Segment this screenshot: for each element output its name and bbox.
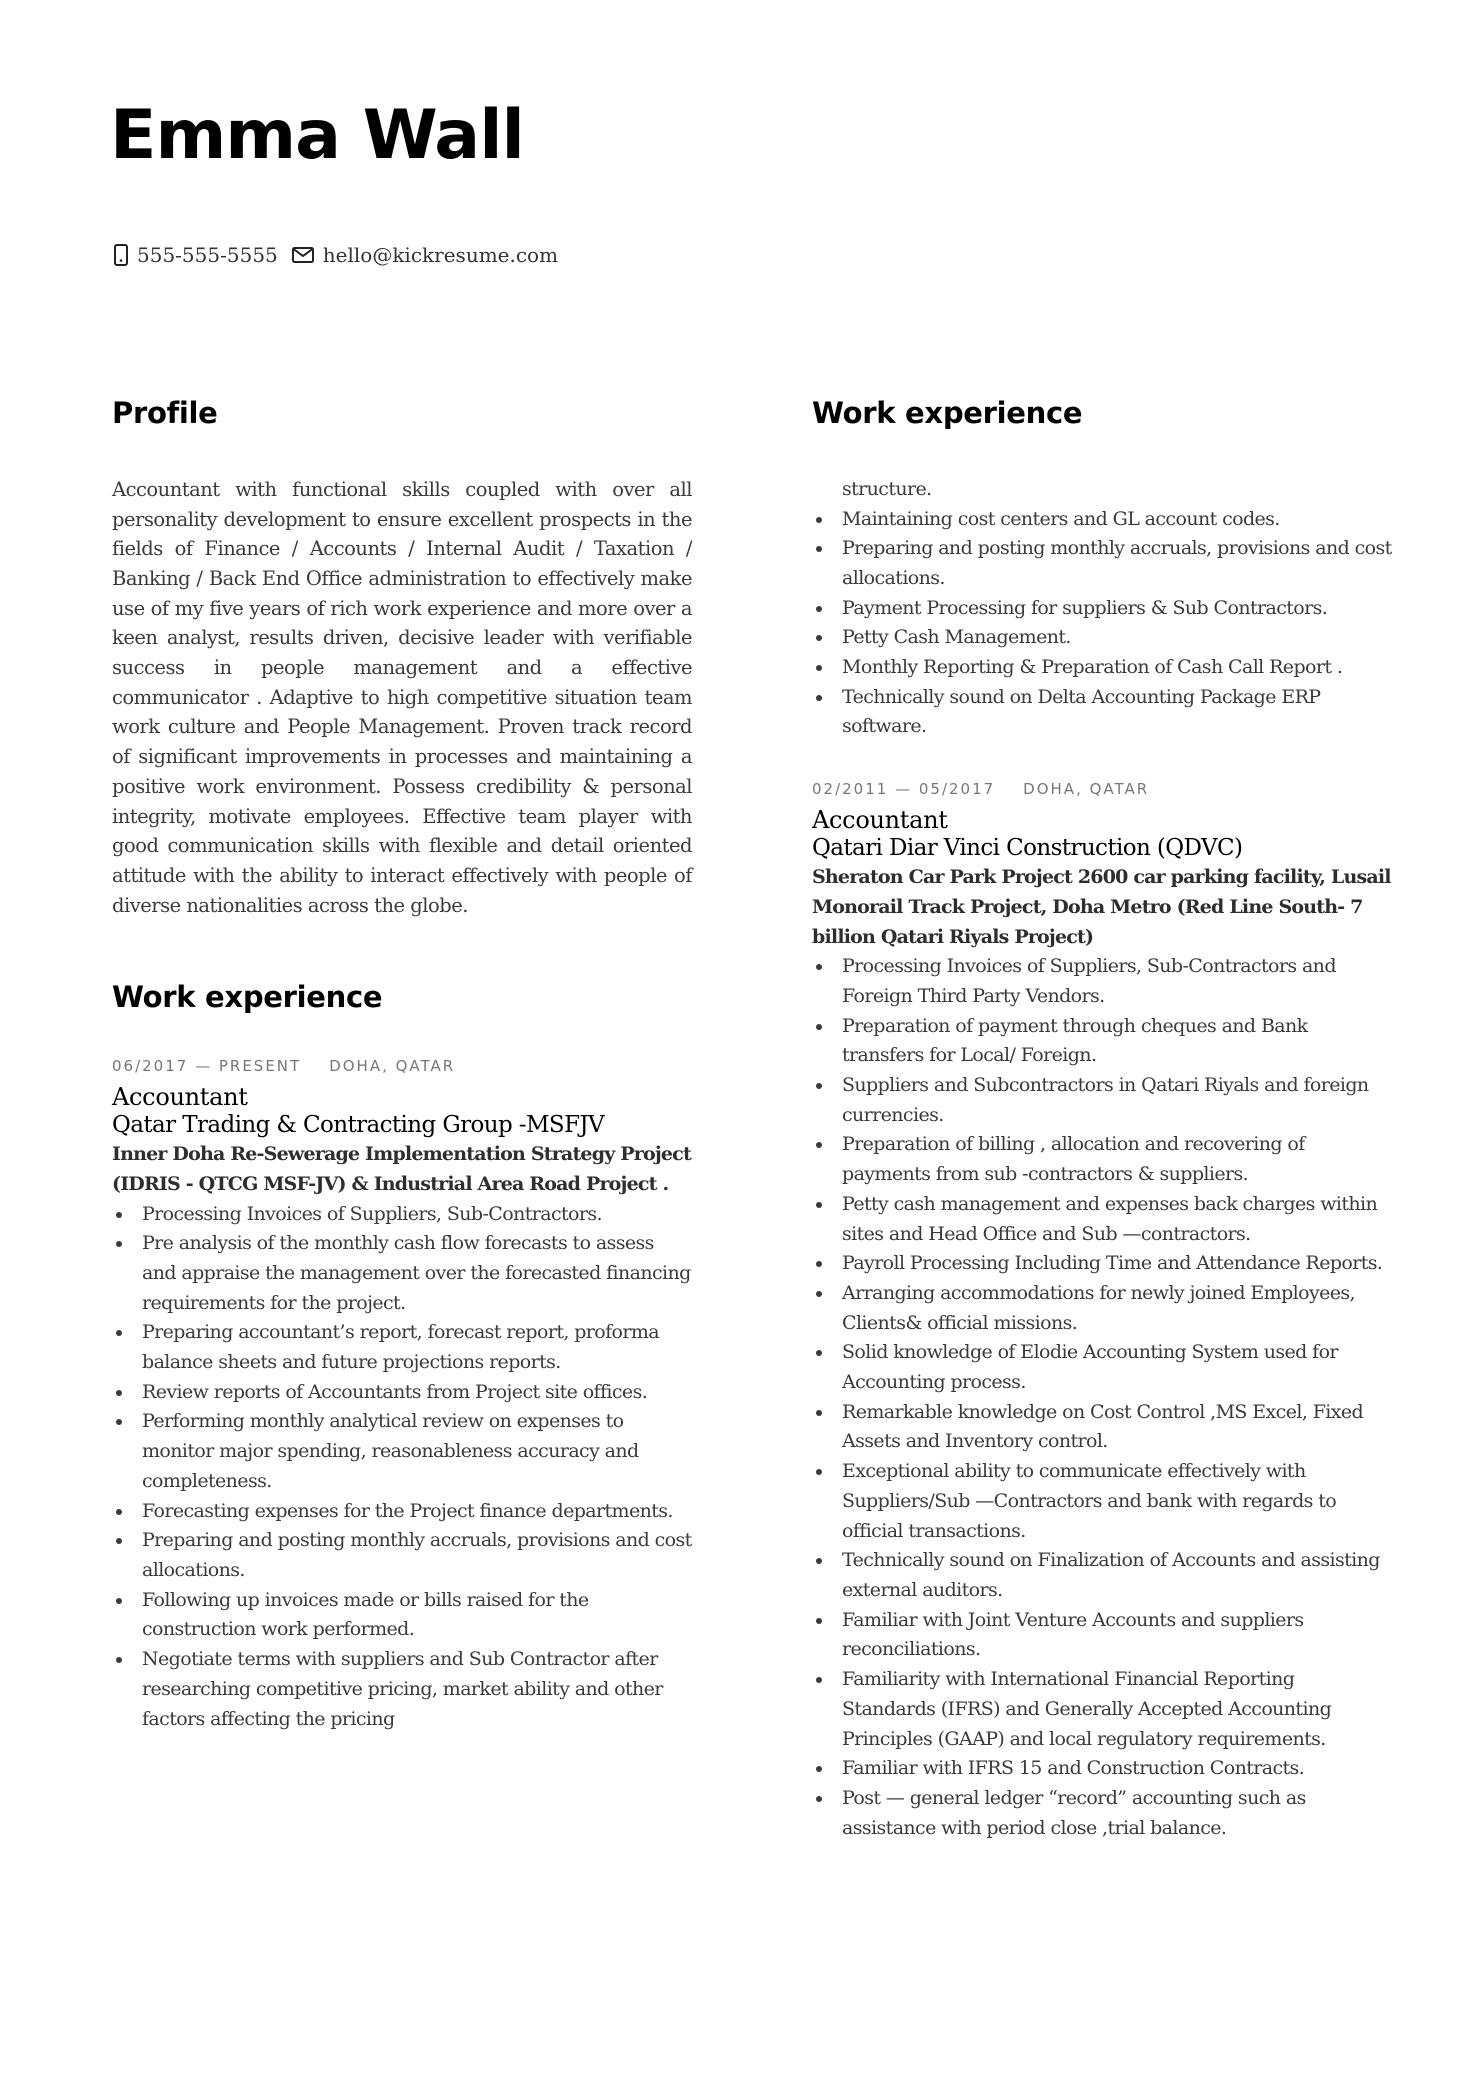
job-company: Qatari Diar Vinci Construction (QDVC) (812, 835, 1243, 862)
job-meta (812, 778, 1392, 800)
list-item: Arranging accommodations for newly joined Employees, Clients& official missions. (812, 1279, 1392, 1338)
list-item: Petty Cash Management. (812, 623, 1392, 653)
list-item: Post — general ledger “record” accounting such as assistance with period close ,trial balance. (812, 1784, 1392, 1843)
list-item: Following up invoices made or bills raised for the construction work performed. (112, 1586, 692, 1645)
list-item: Forecasting expenses for the Project finance departments. (112, 1497, 692, 1527)
left-column (112, 396, 692, 1734)
job-dates: 06/2017 — PRESENT (112, 1057, 302, 1076)
work-experience-heading-continued: Work experience (812, 396, 1083, 430)
list-item: Exceptional ability to communicate effectively with Suppliers/Sub —Contractors and bank with regards to official transactions. (812, 1457, 1392, 1546)
list-item: Payment Processing for suppliers & Sub Contractors. (812, 594, 1392, 624)
list-item: Preparing accountant’s report, forecast report, proforma balance sheets and future projections reports. (112, 1318, 692, 1377)
job-bullet-list (112, 1200, 692, 1735)
phone-contact[interactable] (114, 243, 278, 267)
job-project: Sheraton Car Park Project 2600 car parking facility, Lusail Monorail Track Project, Doha Metro (Red Line South- 7 billion Qatari Riyals Project) (812, 866, 1391, 948)
job-title: Accountant (812, 806, 948, 835)
job-location: DOHA, QATAR (1023, 780, 1150, 799)
list-item: Familiarity with International Financial Reporting Standards (IFRS) and Generally Accepted Accounting Principles (GAAP) and local regulatory requirements. (812, 1665, 1392, 1754)
continued-bullet-text: structure. (842, 477, 932, 500)
list-item: Negotiate terms with suppliers and Sub Contractor after researching competitive pricing, market ability and other factors affecting the pricing (112, 1645, 692, 1734)
list-item: Technically sound on Delta Accounting Package ERP software. (812, 683, 1392, 742)
list-item: Processing Invoices of Suppliers, Sub-Contractors. (112, 1200, 692, 1230)
phone-icon (114, 244, 128, 266)
list-item: Preparing and posting monthly accruals, provisions and cost allocations. (812, 534, 1392, 593)
continued-bullet-list (812, 505, 1392, 743)
list-item: Preparation of payment through cheques and Bank transfers for Local/ Foreign. (812, 1012, 1392, 1071)
list-item: Technically sound on Finalization of Accounts and assisting external auditors. (812, 1546, 1392, 1605)
job-title: Accountant (112, 1083, 248, 1112)
job-company: Qatar Trading & Contracting Group -MSFJV (112, 1112, 605, 1139)
list-item: Preparing and posting monthly accruals, provisions and cost allocations. (112, 1526, 692, 1585)
list-item: Familiar with Joint Venture Accounts and suppliers reconciliations. (812, 1606, 1392, 1665)
list-item: Processing Invoices of Suppliers, Sub-Contractors and Foreign Third Party Vendors. (812, 952, 1392, 1011)
job-meta (112, 1055, 692, 1077)
profile-heading: Profile (112, 396, 218, 430)
list-item: Solid knowledge of Elodie Accounting System used for Accounting process. (812, 1338, 1392, 1397)
right-column (812, 396, 1392, 1843)
work-experience-heading: Work experience (112, 980, 383, 1015)
job-entry (812, 778, 1392, 1843)
profile-summary: Accountant with functional skills coupled with over all personality development to ensure excellent prospects in the fields of Finance / Accounts / Internal Audit / Taxation / Banking / Back End Office administration to effectively make use of my five years of rich work experience and more over a keen analyst, results driven, decisive leader with verifiable success in people management and a effective communicator . Adaptive to high competitive situation team work culture and People Management. Proven track record of significant improvements in processes and maintaining a positive work environment. Possess credibility & personal integrity, motivate employees. Effective team player with good communication skills with flexible and detail oriented attitude with the ability to interact effectively with people of diverse nationalities across the globe. (112, 477, 692, 917)
job-entry (112, 1055, 692, 1734)
email-address: hello@kickresume.com (322, 243, 559, 267)
list-item: Review reports of Accountants from Project site offices. (112, 1378, 692, 1408)
list-item: Pre analysis of the monthly cash flow forecasts to assess and appraise the management over the forecasted financing requirements for the project. (112, 1229, 692, 1318)
list-item: Preparation of billing , allocation and recovering of payments from sub -contractors & suppliers. (812, 1130, 1392, 1189)
list-item: Maintaining cost centers and GL account codes. (812, 505, 1392, 535)
job-project: Inner Doha Re-Sewerage Implementation Strategy Project (IDRIS - QTCG MSF-JV) & Industrial Area Road Project . (112, 1143, 691, 1195)
contact-info (114, 241, 572, 269)
list-item: Performing monthly analytical review on expenses to monitor major spending, reasonableness accuracy and completeness. (112, 1407, 692, 1496)
job-dates: 02/2011 — 05/2017 (812, 780, 996, 799)
email-contact[interactable] (292, 243, 558, 267)
list-item: Payroll Processing Including Time and Attendance Reports. (812, 1249, 1392, 1279)
job-location: DOHA, QATAR (329, 1057, 456, 1076)
list-item: Monthly Reporting & Preparation of Cash Call Report . (812, 653, 1392, 683)
list-item: Suppliers and Subcontractors in Qatari Riyals and foreign currencies. (812, 1071, 1392, 1130)
candidate-name: Emma Wall (110, 96, 524, 175)
list-item: Remarkable knowledge on Cost Control ,MS Excel, Fixed Assets and Inventory control. (812, 1398, 1392, 1457)
phone-number: 555-555-5555 (137, 243, 278, 267)
list-item: Familiar with IFRS 15 and Construction Contracts. (812, 1754, 1392, 1784)
list-item: Petty cash management and expenses back charges within sites and Head Office and Sub —contractors. (812, 1190, 1392, 1249)
mail-icon (292, 247, 314, 263)
job-bullet-list (812, 952, 1392, 1843)
